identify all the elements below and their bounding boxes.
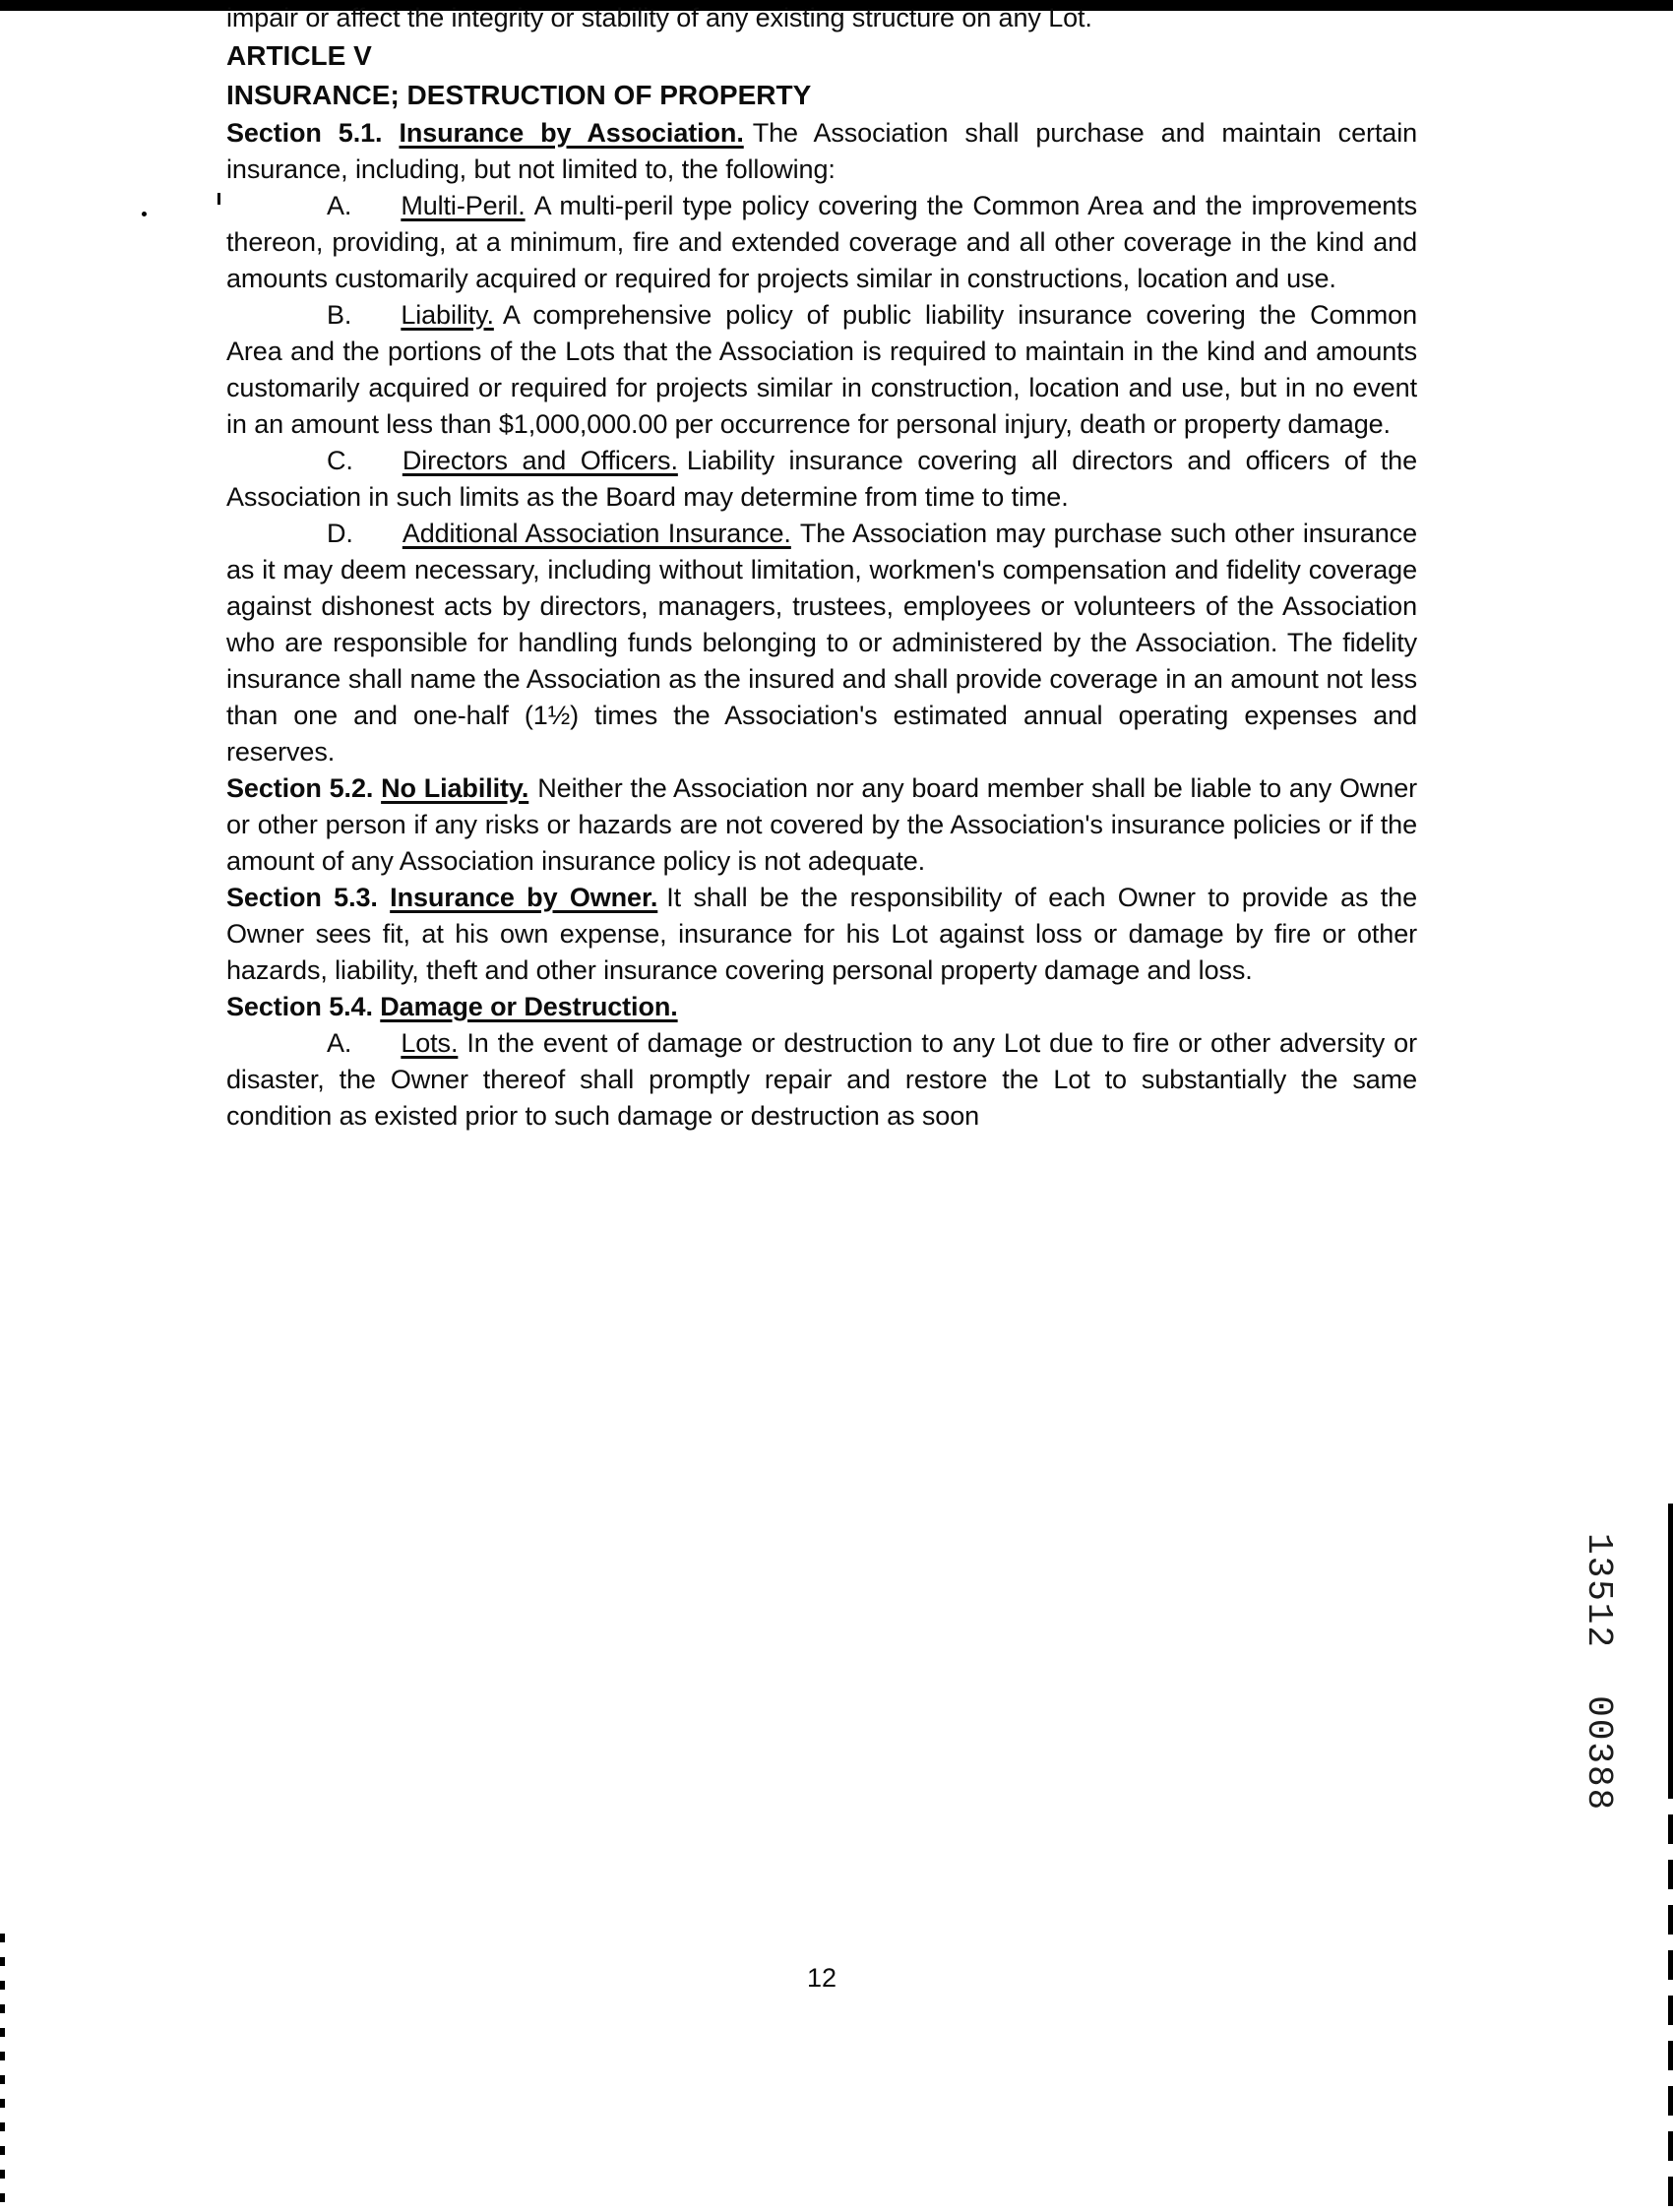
scan-dot-mark <box>142 212 147 216</box>
item-b-liability <box>226 297 1417 443</box>
item-c-directors-officers <box>226 443 1417 516</box>
item-title: Directors and Officers. <box>402 446 678 475</box>
section-label: Section 5.1. <box>226 118 383 148</box>
section-5-1 <box>226 115 1417 188</box>
section-5-2 <box>226 770 1417 880</box>
item-letter: A. <box>327 191 352 220</box>
item-a-multi-peril <box>226 188 1417 297</box>
item-a-lots <box>226 1025 1417 1135</box>
item-letter: D. <box>327 519 353 548</box>
article-number: ARTICLE V <box>226 40 372 71</box>
continuation-text: impair or affect the integrity or stability of any existing structure on any Lot. <box>226 3 1092 32</box>
section-label: Section 5.4. <box>226 992 373 1021</box>
item-body: A comprehensive policy of public liability insurance covering the Common Area and the portions of the Lots that the Association is required to maintain in the kind and amounts customarily acquired or required for projects similar in construction, location and use, but in no event in an amount less than $1,000,000.00 per occurrence for personal injury, death or property damage. <box>226 300 1417 439</box>
item-letter: C. <box>327 446 353 475</box>
item-body: Liability insurance covering all directors and officers of the Association in such limits as the Board may determine from time to time. <box>226 446 1417 512</box>
item-body: A multi-peril type policy covering the Common Area and the improvements thereon, providing, at a minimum, fire and extended coverage and all other coverage in the kind and amounts customarily acquired or required for projects similar in constructions, location and use. <box>226 191 1417 293</box>
section-title: No Liability. <box>381 773 529 803</box>
item-letter: A. <box>327 1028 352 1058</box>
document-body <box>226 0 1417 1135</box>
article-title: INSURANCE; DESTRUCTION OF PROPERTY <box>226 80 812 110</box>
section-label: Section 5.2. <box>226 773 374 803</box>
scan-left-edge-dashes <box>0 1934 5 2212</box>
item-letter: B. <box>327 300 352 330</box>
section-title: Insurance by Owner. <box>390 883 658 912</box>
article-heading <box>226 36 1417 115</box>
section-body: Neither the Association nor any board member shall be liable to any Owner or other person if any risks or hazards are not covered by the Association's insurance policies or if the amount of any Association insurance policy is not adequate. <box>226 773 1417 876</box>
section-label: Section 5.3. <box>226 883 378 912</box>
item-title: Lots. <box>401 1028 459 1058</box>
section-title: Insurance by Association. <box>399 118 744 148</box>
scan-right-edge-dashes <box>1668 1769 1673 2212</box>
page-number: 12 <box>806 1963 837 1993</box>
section-body: It shall be the responsibility of each Owner to provide as the Owner sees fit, at his own expense, insurance for his Lot against loss or damage by fire or other hazards, liability, theft and other insurance covering personal property damage and loss. <box>226 883 1417 985</box>
scan-tick-mark <box>217 193 220 205</box>
item-title: Additional Association Insurance. <box>402 519 791 548</box>
section-5-4 <box>226 989 1417 1025</box>
section-5-3 <box>226 880 1417 989</box>
scan-right-edge-artifact <box>1668 1504 1673 1769</box>
docket-stamp-vertical: 13512 00388 <box>1579 1533 1619 1813</box>
item-body: The Association may purchase such other insurance as it may deem necessary, including without limitation, workmen's compensation and fidelity coverage against dishonest acts by directors, managers, trustees, employees or volunteers of the Association who are responsible for handling funds belonging to or administered by the Association. The fidelity insurance shall name the Association as the insured and shall provide coverage in an amount not less than one and one-half (1½) times the Association's estimated annual operating expenses and reserves. <box>226 519 1417 767</box>
item-title: Multi-Peril. <box>401 191 526 220</box>
section-title: Damage or Destruction. <box>380 992 678 1021</box>
item-d-additional-insurance <box>226 516 1417 770</box>
section-body: The Association shall purchase and maintain certain insurance, including, but not limited to, the following: <box>226 118 1418 184</box>
item-body: In the event of damage or destruction to any Lot due to fire or other adversity or disaster, the Owner thereof shall promptly repair and restore the Lot to substantially the same condition as existed prior to such damage or destruction as soon <box>226 1028 1417 1131</box>
item-title: Liability. <box>401 300 494 330</box>
